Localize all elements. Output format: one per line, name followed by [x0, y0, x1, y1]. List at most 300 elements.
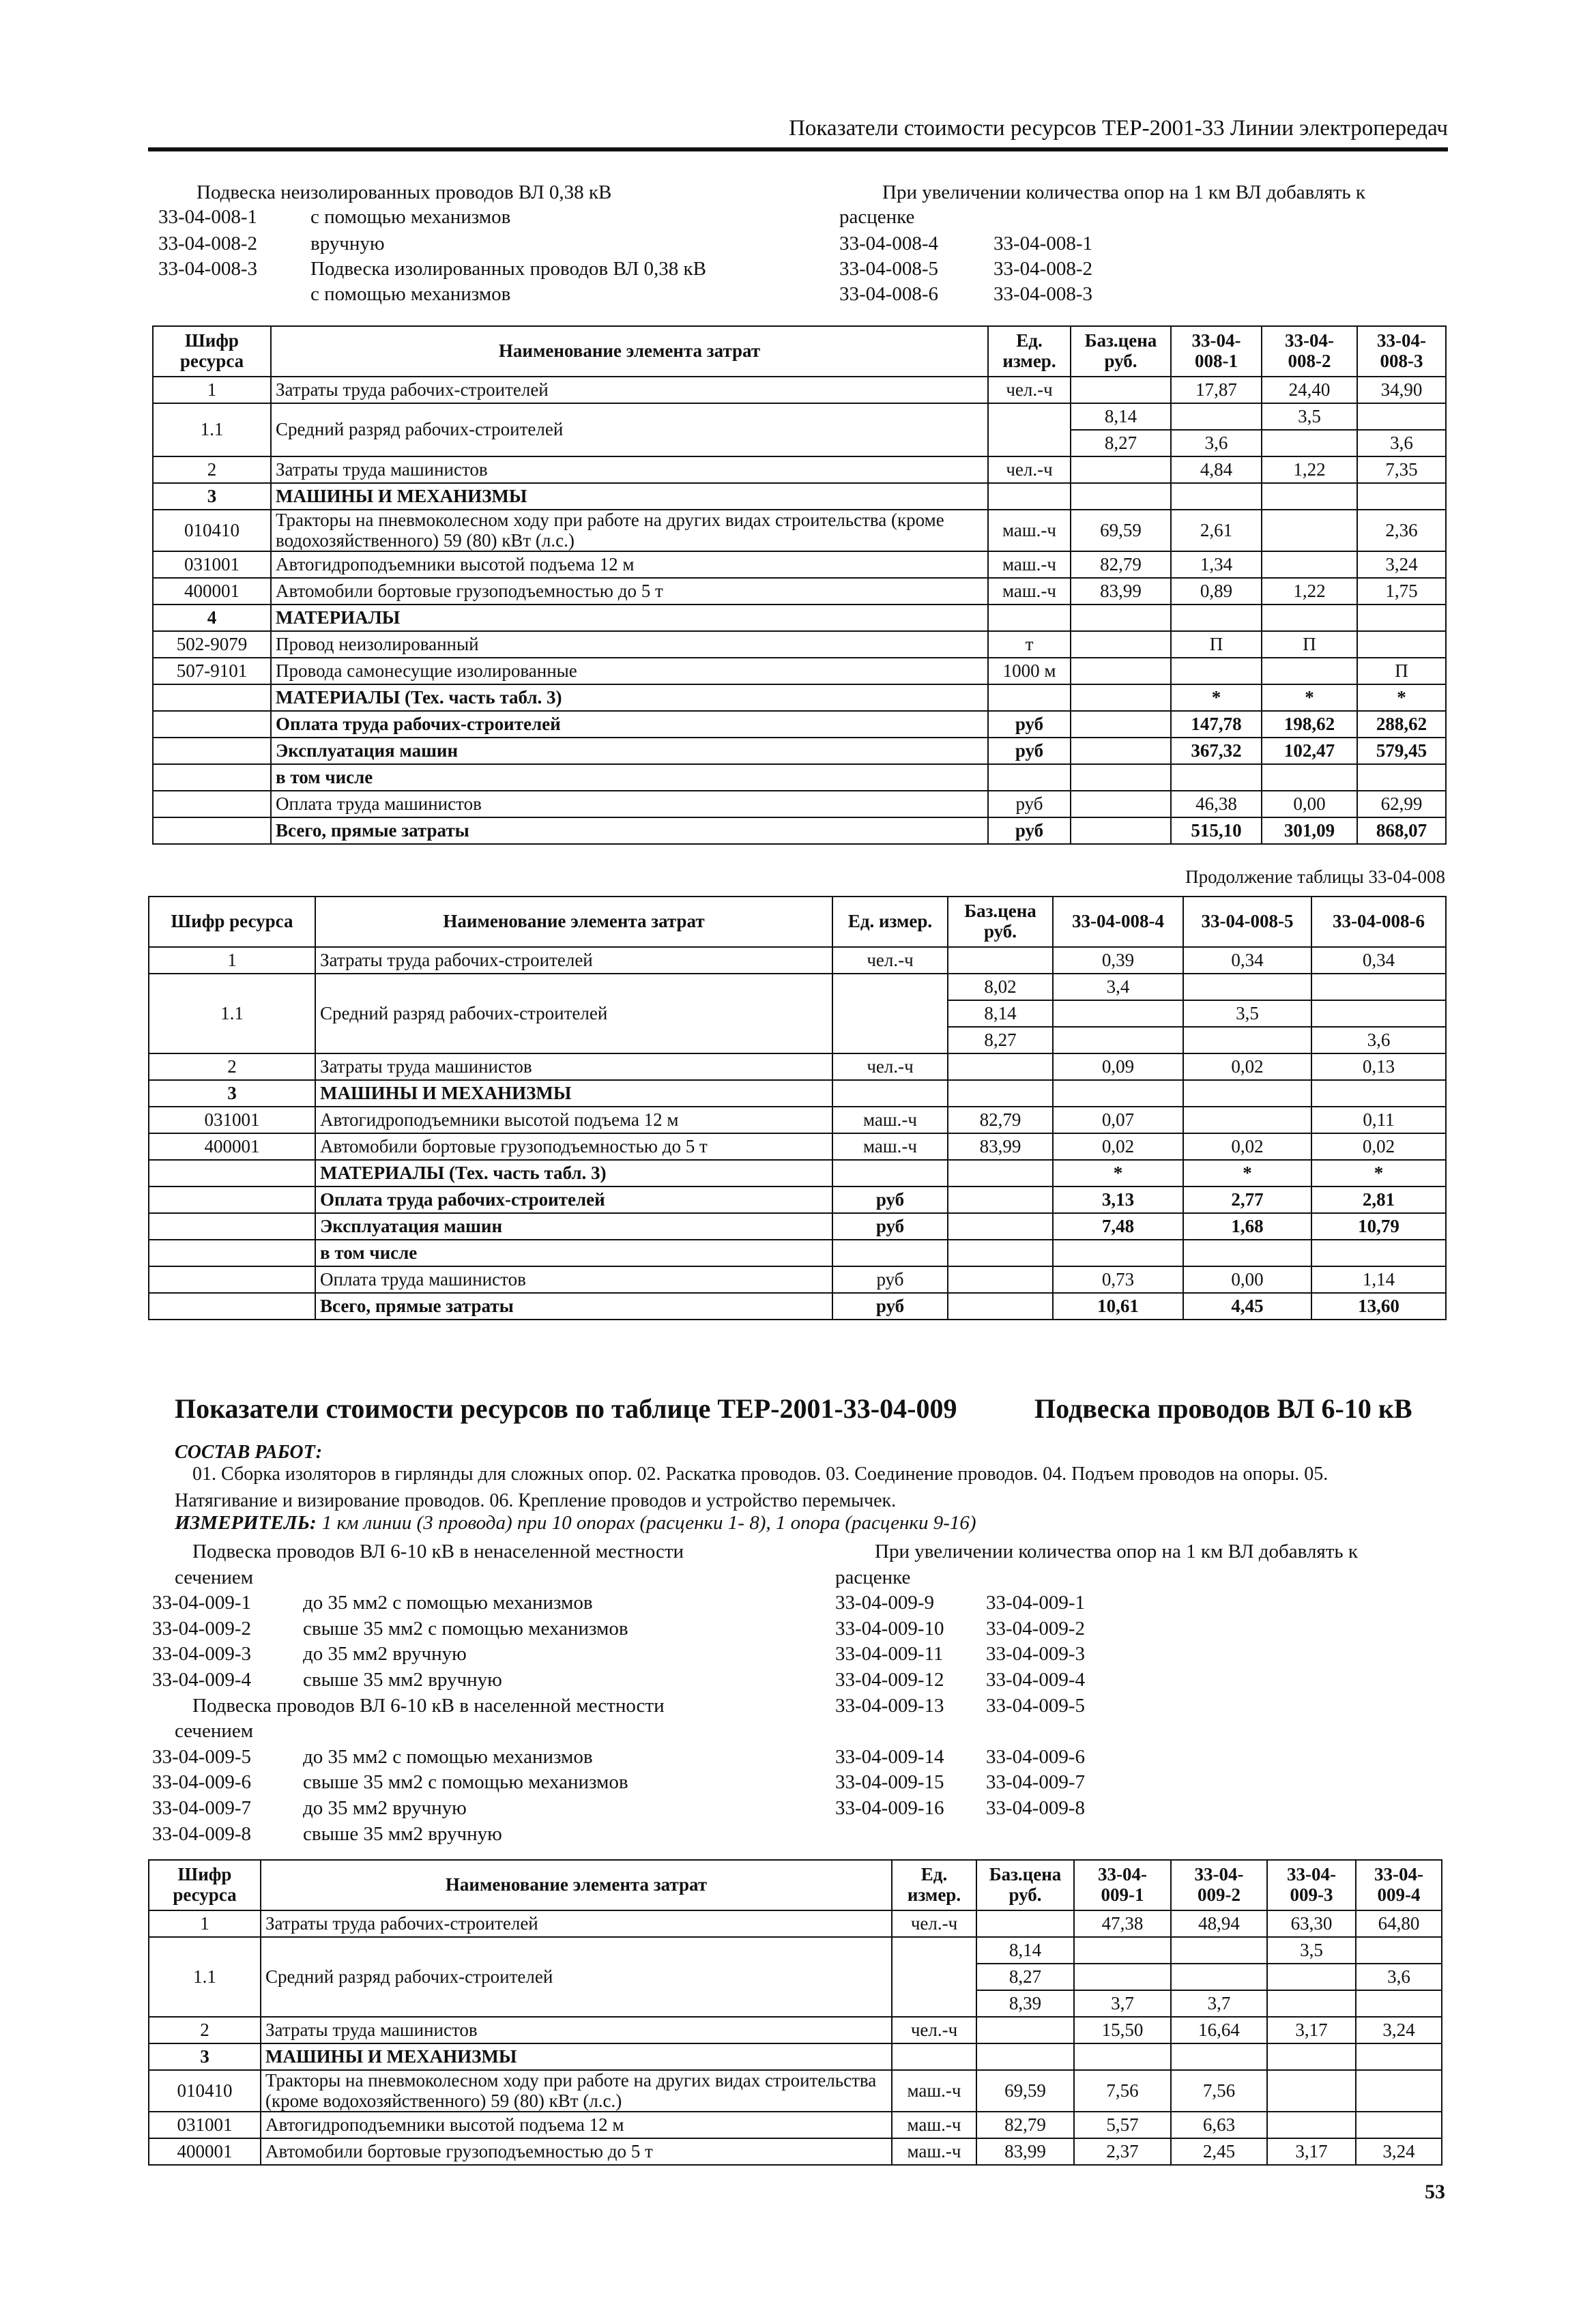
- section-heading: Показатели стоимости ресурсов по таблице ТЕР-2001-33-04-009: [175, 1393, 957, 1424]
- resource-code-cell: 2: [153, 456, 271, 483]
- cost-item-name-cell: Автомобили бортовые грузоподъемностью до 5 т: [315, 1133, 832, 1160]
- base-price-cell: 82,79: [948, 1107, 1053, 1133]
- cost-item-name-cell: Средний разряд рабочих-строителей: [261, 1937, 892, 2017]
- rate-value-cell: 147,78: [1171, 711, 1262, 738]
- rate-value-cell: [1357, 403, 1446, 430]
- cost-item-name-cell: МАШИНЫ И МЕХАНИЗМЫ: [271, 483, 988, 510]
- cost-item-name-cell: МАШИНЫ И МЕХАНИЗМЫ: [315, 1080, 832, 1107]
- rate-value-cell: 16,64: [1171, 2017, 1267, 2043]
- rate-value-cell: [1262, 510, 1357, 551]
- addition-target-code: 33-04-009-1: [986, 1592, 1085, 1614]
- table-row: [149, 974, 1446, 1000]
- rate-value-cell: [1267, 1964, 1356, 1990]
- rate-value-cell: 24,40: [1262, 377, 1357, 403]
- column-header: Наименование элемента затрат: [271, 326, 988, 377]
- rate-value-cell: 515,10: [1171, 817, 1262, 844]
- rate-value-cell: 3,6: [1357, 430, 1446, 456]
- resource-code-cell: [153, 791, 271, 817]
- rate-value-cell: 1,22: [1262, 578, 1357, 605]
- cost-item-name-cell: Тракторы на пневмоколесном ходу при работе на других видах строительства (кроме водохозяйственного) 59 (80) кВт (л.с.): [271, 510, 988, 551]
- table-row: [153, 764, 1446, 791]
- resource-code-cell: [153, 738, 271, 764]
- rate-value-cell: [1357, 764, 1446, 791]
- table-row: [153, 605, 1446, 631]
- rate-value-cell: [1074, 2043, 1171, 2070]
- rate-description: Подвеска изолированных проводов ВЛ 0,38 кВ: [310, 258, 706, 280]
- rate-value-cell: 10,61: [1053, 1293, 1183, 1320]
- addition-target-code: 33-04-009-6: [986, 1746, 1085, 1768]
- table-row: [153, 791, 1446, 817]
- table-row: [153, 403, 1446, 430]
- base-price-cell: 8,14: [976, 1937, 1074, 1964]
- rate-value-cell: 2,45: [1171, 2138, 1267, 2165]
- rate-description-continued: с помощью механизмов: [310, 283, 511, 305]
- base-price-cell: [948, 1053, 1053, 1080]
- table-row: [149, 1293, 1446, 1320]
- rate-value-cell: [1267, 2043, 1356, 2070]
- rate-value-cell: П: [1357, 658, 1446, 684]
- cost-item-name-cell: Затраты труда рабочих-строителей: [261, 1910, 892, 1937]
- rate-value-cell: 17,87: [1171, 377, 1262, 403]
- rate-value-cell: 10,79: [1311, 1213, 1446, 1240]
- column-header: 33-04-009-4: [1356, 1860, 1442, 1910]
- table-row: [149, 1910, 1442, 1937]
- cost-item-name-cell: Затраты труда рабочих-строителей: [315, 947, 832, 974]
- unit-cell: чел.-ч: [892, 1910, 976, 1937]
- table-row: [149, 947, 1446, 974]
- unit-cell: маш.-ч: [988, 578, 1071, 605]
- unit-cell: руб: [988, 711, 1071, 738]
- resource-code-cell: 400001: [153, 578, 271, 605]
- rate-value-cell: 3,6: [1171, 430, 1262, 456]
- addition-target-code: 33-04-008-2: [993, 258, 1092, 280]
- table-row: [153, 658, 1446, 684]
- addition-target-code: 33-04-008-1: [993, 233, 1092, 254]
- cost-item-name-cell: Автомобили бортовые грузоподъемностью до 5 т: [271, 578, 988, 605]
- unit-cell: маш.-ч: [988, 510, 1071, 551]
- cost-item-name-cell: МАТЕРИАЛЫ (Тех. часть табл. 3): [271, 684, 988, 711]
- resource-code-cell: [153, 764, 271, 791]
- table-row: [149, 1107, 1446, 1133]
- header-rule: [148, 147, 1448, 151]
- base-price-cell: [948, 1213, 1053, 1240]
- unit-cell: маш.-ч: [832, 1133, 948, 1160]
- rate-value-cell: [1356, 2043, 1442, 2070]
- resource-code-cell: 1: [149, 1910, 261, 1937]
- base-price-cell: 69,59: [1071, 510, 1171, 551]
- measure-text: 1 км линии (3 провода) при 10 опорах (расценки 1- 8), 1 опора (расценки 9-16): [321, 1512, 976, 1534]
- rate-value-cell: 7,56: [1171, 2070, 1267, 2112]
- table-row: [149, 2017, 1442, 2043]
- rate-value-cell: *: [1357, 684, 1446, 711]
- running-header: Показатели стоимости ресурсов ТЕР-2001-33 Линии электропередач: [789, 116, 1448, 141]
- rate-value-cell: 63,30: [1267, 1910, 1356, 1937]
- unit-cell: чел.-ч: [832, 947, 948, 974]
- rate-value-cell: [1262, 430, 1357, 456]
- rate-value-cell: 3,24: [1356, 2138, 1442, 2165]
- resource-code-cell: [149, 1186, 315, 1213]
- cost-item-name-cell: Оплата труда рабочих-строителей: [315, 1186, 832, 1213]
- rate-value-cell: [1267, 1990, 1356, 2017]
- rate-description: свыше 35 мм2 с помощью механизмов: [303, 1618, 628, 1640]
- base-price-cell: [948, 1266, 1053, 1293]
- column-header: Шифр ресурса: [149, 1860, 261, 1910]
- rate-value-cell: *: [1183, 1160, 1311, 1186]
- rate-value-cell: *: [1311, 1160, 1446, 1186]
- resource-code-cell: 4: [153, 605, 271, 631]
- cost-item-name-cell: Средний разряд рабочих-строителей: [271, 403, 988, 456]
- rate-value-cell: 0,34: [1311, 947, 1446, 974]
- base-price-cell: 82,79: [1071, 551, 1171, 578]
- resource-cost-table-008-part-2: [148, 896, 1447, 1320]
- addition-target-code: 33-04-009-8: [986, 1797, 1085, 1819]
- rate-value-cell: [1311, 1000, 1446, 1027]
- rate-value-cell: [1356, 1990, 1442, 2017]
- cost-item-name-cell: Средний разряд рабочих-строителей: [315, 974, 832, 1053]
- rate-description: до 35 мм2 вручную: [303, 1797, 467, 1819]
- table-row: [153, 738, 1446, 764]
- base-price-cell: 69,59: [976, 2070, 1074, 2112]
- base-price-cell: [948, 1160, 1053, 1186]
- resource-code-cell: 3: [149, 1080, 315, 1107]
- rate-value-cell: [1171, 2043, 1267, 2070]
- rate-value-cell: [1074, 1937, 1171, 1964]
- base-price-cell: [1071, 605, 1171, 631]
- rate-value-cell: 0,07: [1053, 1107, 1183, 1133]
- unit-cell: руб: [988, 817, 1071, 844]
- header-row: [149, 897, 1446, 947]
- base-price-cell: [1071, 764, 1171, 791]
- resource-code-cell: 2: [149, 1053, 315, 1080]
- rate-value-cell: [1183, 1080, 1311, 1107]
- rate-value-cell: 1,75: [1357, 578, 1446, 605]
- unit-cell: [988, 764, 1071, 791]
- rate-value-cell: 367,32: [1171, 738, 1262, 764]
- rate-value-cell: 2,36: [1357, 510, 1446, 551]
- addition-target-code: 33-04-009-2: [986, 1618, 1085, 1640]
- rate-value-cell: 3,24: [1356, 2017, 1442, 2043]
- resource-code-cell: 1: [149, 947, 315, 974]
- table-row: [153, 551, 1446, 578]
- rate-value-cell: 0,02: [1311, 1133, 1446, 1160]
- unit-cell: маш.-ч: [988, 551, 1071, 578]
- unit-cell: [892, 2043, 976, 2070]
- cost-item-name-cell: Тракторы на пневмоколесном ходу при работе на других видах строительства (кроме водохозяйственного) 59 (80) кВт (л.с.): [261, 2070, 892, 2112]
- base-price-cell: [1071, 711, 1171, 738]
- resource-code-cell: 010410: [153, 510, 271, 551]
- cost-item-name-cell: Затраты труда машинистов: [261, 2017, 892, 2043]
- unit-cell: чел.-ч: [988, 377, 1071, 403]
- rate-value-cell: [1074, 1964, 1171, 1990]
- rate-value-cell: [1311, 1240, 1446, 1266]
- base-price-cell: [976, 2043, 1074, 2070]
- group-title: Подвеска проводов ВЛ 6-10 кВ в населенной местности: [192, 1695, 665, 1717]
- rate-value-cell: 3,5: [1262, 403, 1357, 430]
- table-row: [149, 2070, 1442, 2112]
- cost-item-name-cell: МАТЕРИАЛЫ (Тех. часть табл. 3): [315, 1160, 832, 1186]
- rate-code: 33-04-008-2: [158, 233, 257, 254]
- resource-cost-table-009: [148, 1859, 1442, 2166]
- unit-cell: руб: [832, 1213, 948, 1240]
- rate-value-cell: [1311, 974, 1446, 1000]
- unit-cell: руб: [832, 1293, 948, 1320]
- rate-description: вручную: [310, 233, 385, 254]
- table-row: [149, 1080, 1446, 1107]
- rate-value-cell: [1171, 658, 1262, 684]
- resource-code-cell: 3: [149, 2043, 261, 2070]
- cost-item-name-cell: Оплата труда машинистов: [271, 791, 988, 817]
- cost-item-name-cell: Всего, прямые затраты: [315, 1293, 832, 1320]
- rate-value-cell: [1357, 631, 1446, 658]
- intro-title: Подвеска неизолированных проводов ВЛ 0,38 кВ: [197, 181, 612, 203]
- addition-rate-code: 33-04-009-12: [835, 1669, 944, 1691]
- rate-value-cell: [1183, 1027, 1311, 1053]
- page-number: 53: [1425, 2181, 1445, 2203]
- base-price-cell: [1071, 817, 1171, 844]
- unit-cell: чел.-ч: [988, 456, 1071, 483]
- resource-code-cell: 031001: [149, 2112, 261, 2138]
- column-header: Наименование элемента затрат: [261, 1860, 892, 1910]
- column-header: 33-04-008-4: [1053, 897, 1183, 947]
- cost-item-name-cell: Автомобили бортовые грузоподъемностью до 5 т: [261, 2138, 892, 2165]
- resource-code-cell: [149, 1293, 315, 1320]
- rate-value-cell: 3,5: [1267, 1937, 1356, 1964]
- rate-value-cell: 2,61: [1171, 510, 1262, 551]
- resource-code-cell: 400001: [149, 2138, 261, 2165]
- rate-value-cell: *: [1262, 684, 1357, 711]
- unit-cell: [892, 1937, 976, 2017]
- resource-code-cell: [153, 711, 271, 738]
- unit-cell: маш.-ч: [892, 2070, 976, 2112]
- rate-value-cell: 3,7: [1074, 1990, 1171, 2017]
- cost-item-name-cell: Провода самонесущие изолированные: [271, 658, 988, 684]
- rate-value-cell: 198,62: [1262, 711, 1357, 738]
- column-header: 33-04-009-1: [1074, 1860, 1171, 1910]
- rate-code: 33-04-009-2: [152, 1618, 251, 1640]
- addition-rate-code: 33-04-008-6: [839, 283, 938, 305]
- base-price-cell: 8,39: [976, 1990, 1074, 2017]
- addition-rate-code: 33-04-009-9: [835, 1592, 934, 1614]
- base-price-cell: [1071, 658, 1171, 684]
- base-price-cell: 8,02: [948, 974, 1053, 1000]
- group-subtitle: сечением: [175, 1720, 254, 1742]
- unit-cell: чел.-ч: [892, 2017, 976, 2043]
- resource-code-cell: 1: [153, 377, 271, 403]
- table-row: [149, 1186, 1446, 1213]
- rate-value-cell: [1171, 403, 1262, 430]
- rate-value-cell: 579,45: [1357, 738, 1446, 764]
- base-price-cell: 8,27: [1071, 430, 1171, 456]
- rate-value-cell: 7,35: [1357, 456, 1446, 483]
- work-composition-label: СОСТАВ РАБОТ:: [175, 1442, 323, 1463]
- addition-rate-code: 33-04-009-11: [835, 1643, 944, 1665]
- rate-value-cell: [1171, 1964, 1267, 1990]
- rate-value-cell: [1311, 1080, 1446, 1107]
- rate-value-cell: [1357, 605, 1446, 631]
- rate-value-cell: [1262, 551, 1357, 578]
- table-row: [153, 578, 1446, 605]
- table-row: [153, 817, 1446, 844]
- table-row: [149, 1160, 1446, 1186]
- rate-value-cell: [1183, 974, 1311, 1000]
- base-price-cell: [1071, 791, 1171, 817]
- rate-description: до 35 мм2 с помощью механизмов: [303, 1746, 593, 1768]
- unit-cell: [832, 1160, 948, 1186]
- resource-code-cell: 502-9079: [153, 631, 271, 658]
- resource-code-cell: [153, 684, 271, 711]
- column-header: 33-04-008-5: [1183, 897, 1311, 947]
- cost-item-name-cell: Оплата труда машинистов: [315, 1266, 832, 1293]
- rate-value-cell: 0,00: [1183, 1266, 1311, 1293]
- table-row: [153, 483, 1446, 510]
- measure-unit-line: [175, 1511, 976, 1536]
- rate-value-cell: 0,73: [1053, 1266, 1183, 1293]
- base-price-cell: [948, 947, 1053, 974]
- cost-item-name-cell: Автогидроподъемники высотой подъема 12 м: [261, 2112, 892, 2138]
- unit-cell: маш.-ч: [892, 2138, 976, 2165]
- rate-value-cell: П: [1262, 631, 1357, 658]
- rate-value-cell: 1,14: [1311, 1266, 1446, 1293]
- column-header: 33-04-008-1: [1171, 326, 1262, 377]
- rate-code: 33-04-009-4: [152, 1669, 251, 1691]
- rate-description: свыше 35 мм2 с помощью механизмов: [303, 1771, 628, 1793]
- table-row: [149, 1240, 1446, 1266]
- unit-cell: т: [988, 631, 1071, 658]
- column-header: Шифр ресурса: [153, 326, 271, 377]
- rate-value-cell: 4,45: [1183, 1293, 1311, 1320]
- rate-value-cell: 7,56: [1074, 2070, 1171, 2112]
- addition-rate-code: 33-04-009-13: [835, 1695, 944, 1717]
- rate-value-cell: 2,37: [1074, 2138, 1171, 2165]
- rate-value-cell: 3,13: [1053, 1186, 1183, 1213]
- rate-value-cell: 0,39: [1053, 947, 1183, 974]
- addition-target-code: 33-04-009-7: [986, 1771, 1085, 1793]
- addition-rate-code: 33-04-008-5: [839, 258, 938, 280]
- rate-value-cell: 3,6: [1356, 1964, 1442, 1990]
- cost-item-name-cell: МАШИНЫ И МЕХАНИЗМЫ: [261, 2043, 892, 2070]
- base-price-cell: [1071, 377, 1171, 403]
- base-price-cell: 83,99: [976, 2138, 1074, 2165]
- rate-value-cell: 3,7: [1171, 1990, 1267, 2017]
- rate-value-cell: 6,63: [1171, 2112, 1267, 2138]
- rate-value-cell: 868,07: [1357, 817, 1446, 844]
- rate-value-cell: [1171, 764, 1262, 791]
- cost-item-name-cell: Автогидроподъемники высотой подъема 12 м: [315, 1107, 832, 1133]
- rate-value-cell: [1053, 1027, 1183, 1053]
- rate-value-cell: 34,90: [1357, 377, 1446, 403]
- rate-value-cell: [1356, 2112, 1442, 2138]
- unit-cell: [832, 1240, 948, 1266]
- base-price-cell: 83,99: [948, 1133, 1053, 1160]
- table-continuation-label: Продолжение таблицы 33-04-008: [1185, 867, 1445, 887]
- rate-value-cell: 288,62: [1357, 711, 1446, 738]
- cost-item-name-cell: Провод неизолированный: [271, 631, 988, 658]
- rate-value-cell: 0,02: [1183, 1133, 1311, 1160]
- unit-cell: руб: [832, 1266, 948, 1293]
- rate-value-cell: 0,34: [1183, 947, 1311, 974]
- rate-value-cell: *: [1171, 684, 1262, 711]
- table-row: [149, 2043, 1442, 2070]
- base-price-cell: [1071, 738, 1171, 764]
- base-price-cell: 8,14: [948, 1000, 1053, 1027]
- resource-code-cell: 031001: [153, 551, 271, 578]
- table-row: [149, 1053, 1446, 1080]
- addition-target-code: 33-04-009-5: [986, 1695, 1085, 1717]
- base-price-cell: [948, 1186, 1053, 1213]
- table-row: [153, 377, 1446, 403]
- resource-code-cell: 1.1: [149, 974, 315, 1053]
- rate-value-cell: 301,09: [1262, 817, 1357, 844]
- base-price-cell: [1071, 456, 1171, 483]
- resource-code-cell: 031001: [149, 1107, 315, 1133]
- resource-code-cell: [149, 1213, 315, 1240]
- resource-code-cell: [149, 1240, 315, 1266]
- base-price-cell: 8,27: [976, 1964, 1074, 1990]
- unit-cell: 1000 м: [988, 658, 1071, 684]
- cost-item-name-cell: Всего, прямые затраты: [271, 817, 988, 844]
- group-title: Подвеска проводов ВЛ 6-10 кВ в ненаселенной местности: [192, 1541, 684, 1562]
- rate-value-cell: 0,89: [1171, 578, 1262, 605]
- unit-cell: маш.-ч: [892, 2112, 976, 2138]
- group-subtitle: сечением: [175, 1567, 254, 1588]
- rate-value-cell: 1,34: [1171, 551, 1262, 578]
- table-row: [149, 1266, 1446, 1293]
- cost-item-name-cell: Затраты труда машинистов: [315, 1053, 832, 1080]
- rate-value-cell: [1262, 764, 1357, 791]
- rate-value-cell: 3,17: [1267, 2017, 1356, 2043]
- table-row: [153, 711, 1446, 738]
- cost-item-name-cell: МАТЕРИАЛЫ: [271, 605, 988, 631]
- unit-cell: руб: [988, 791, 1071, 817]
- base-price-cell: [976, 2017, 1074, 2043]
- addition-note-continued: расценке: [835, 1567, 911, 1588]
- column-header: Ед. измер.: [988, 326, 1071, 377]
- unit-cell: [988, 684, 1071, 711]
- column-header: Баз.цена руб.: [976, 1860, 1074, 1910]
- rate-code: 33-04-008-3: [158, 258, 257, 280]
- rate-code: 33-04-009-5: [152, 1746, 251, 1768]
- rate-code: 33-04-009-3: [152, 1643, 251, 1665]
- base-price-cell: 83,99: [1071, 578, 1171, 605]
- rate-value-cell: 48,94: [1171, 1910, 1267, 1937]
- cost-item-name-cell: в том числе: [271, 764, 988, 791]
- rate-value-cell: *: [1053, 1160, 1183, 1186]
- table-row: [149, 1133, 1446, 1160]
- cost-item-name-cell: Оплата труда рабочих-строителей: [271, 711, 988, 738]
- addition-rate-code: 33-04-008-4: [839, 233, 938, 254]
- table-row: [149, 1937, 1442, 1964]
- rate-value-cell: 0,02: [1053, 1133, 1183, 1160]
- rate-value-cell: 62,99: [1357, 791, 1446, 817]
- rate-value-cell: 1,22: [1262, 456, 1357, 483]
- rate-description: свыше 35 мм2 вручную: [303, 1669, 502, 1691]
- table-row: [153, 456, 1446, 483]
- table-row: [149, 2112, 1442, 2138]
- resource-code-cell: 1.1: [153, 403, 271, 456]
- base-price-cell: 82,79: [976, 2112, 1074, 2138]
- addition-rate-code: 33-04-009-10: [835, 1618, 944, 1640]
- resource-code-cell: 1.1: [149, 1937, 261, 2017]
- rate-value-cell: [1356, 2070, 1442, 2112]
- cost-item-name-cell: Автогидроподъемники высотой подъема 12 м: [271, 551, 988, 578]
- rate-value-cell: [1357, 483, 1446, 510]
- addition-note-continued: расценке: [839, 206, 915, 228]
- rate-value-cell: [1183, 1107, 1311, 1133]
- base-price-cell: [1071, 684, 1171, 711]
- rate-value-cell: 3,6: [1311, 1027, 1446, 1053]
- addition-note: При увеличении количества опор на 1 км ВЛ добавлять к: [875, 1541, 1358, 1562]
- rate-value-cell: [1267, 2070, 1356, 2112]
